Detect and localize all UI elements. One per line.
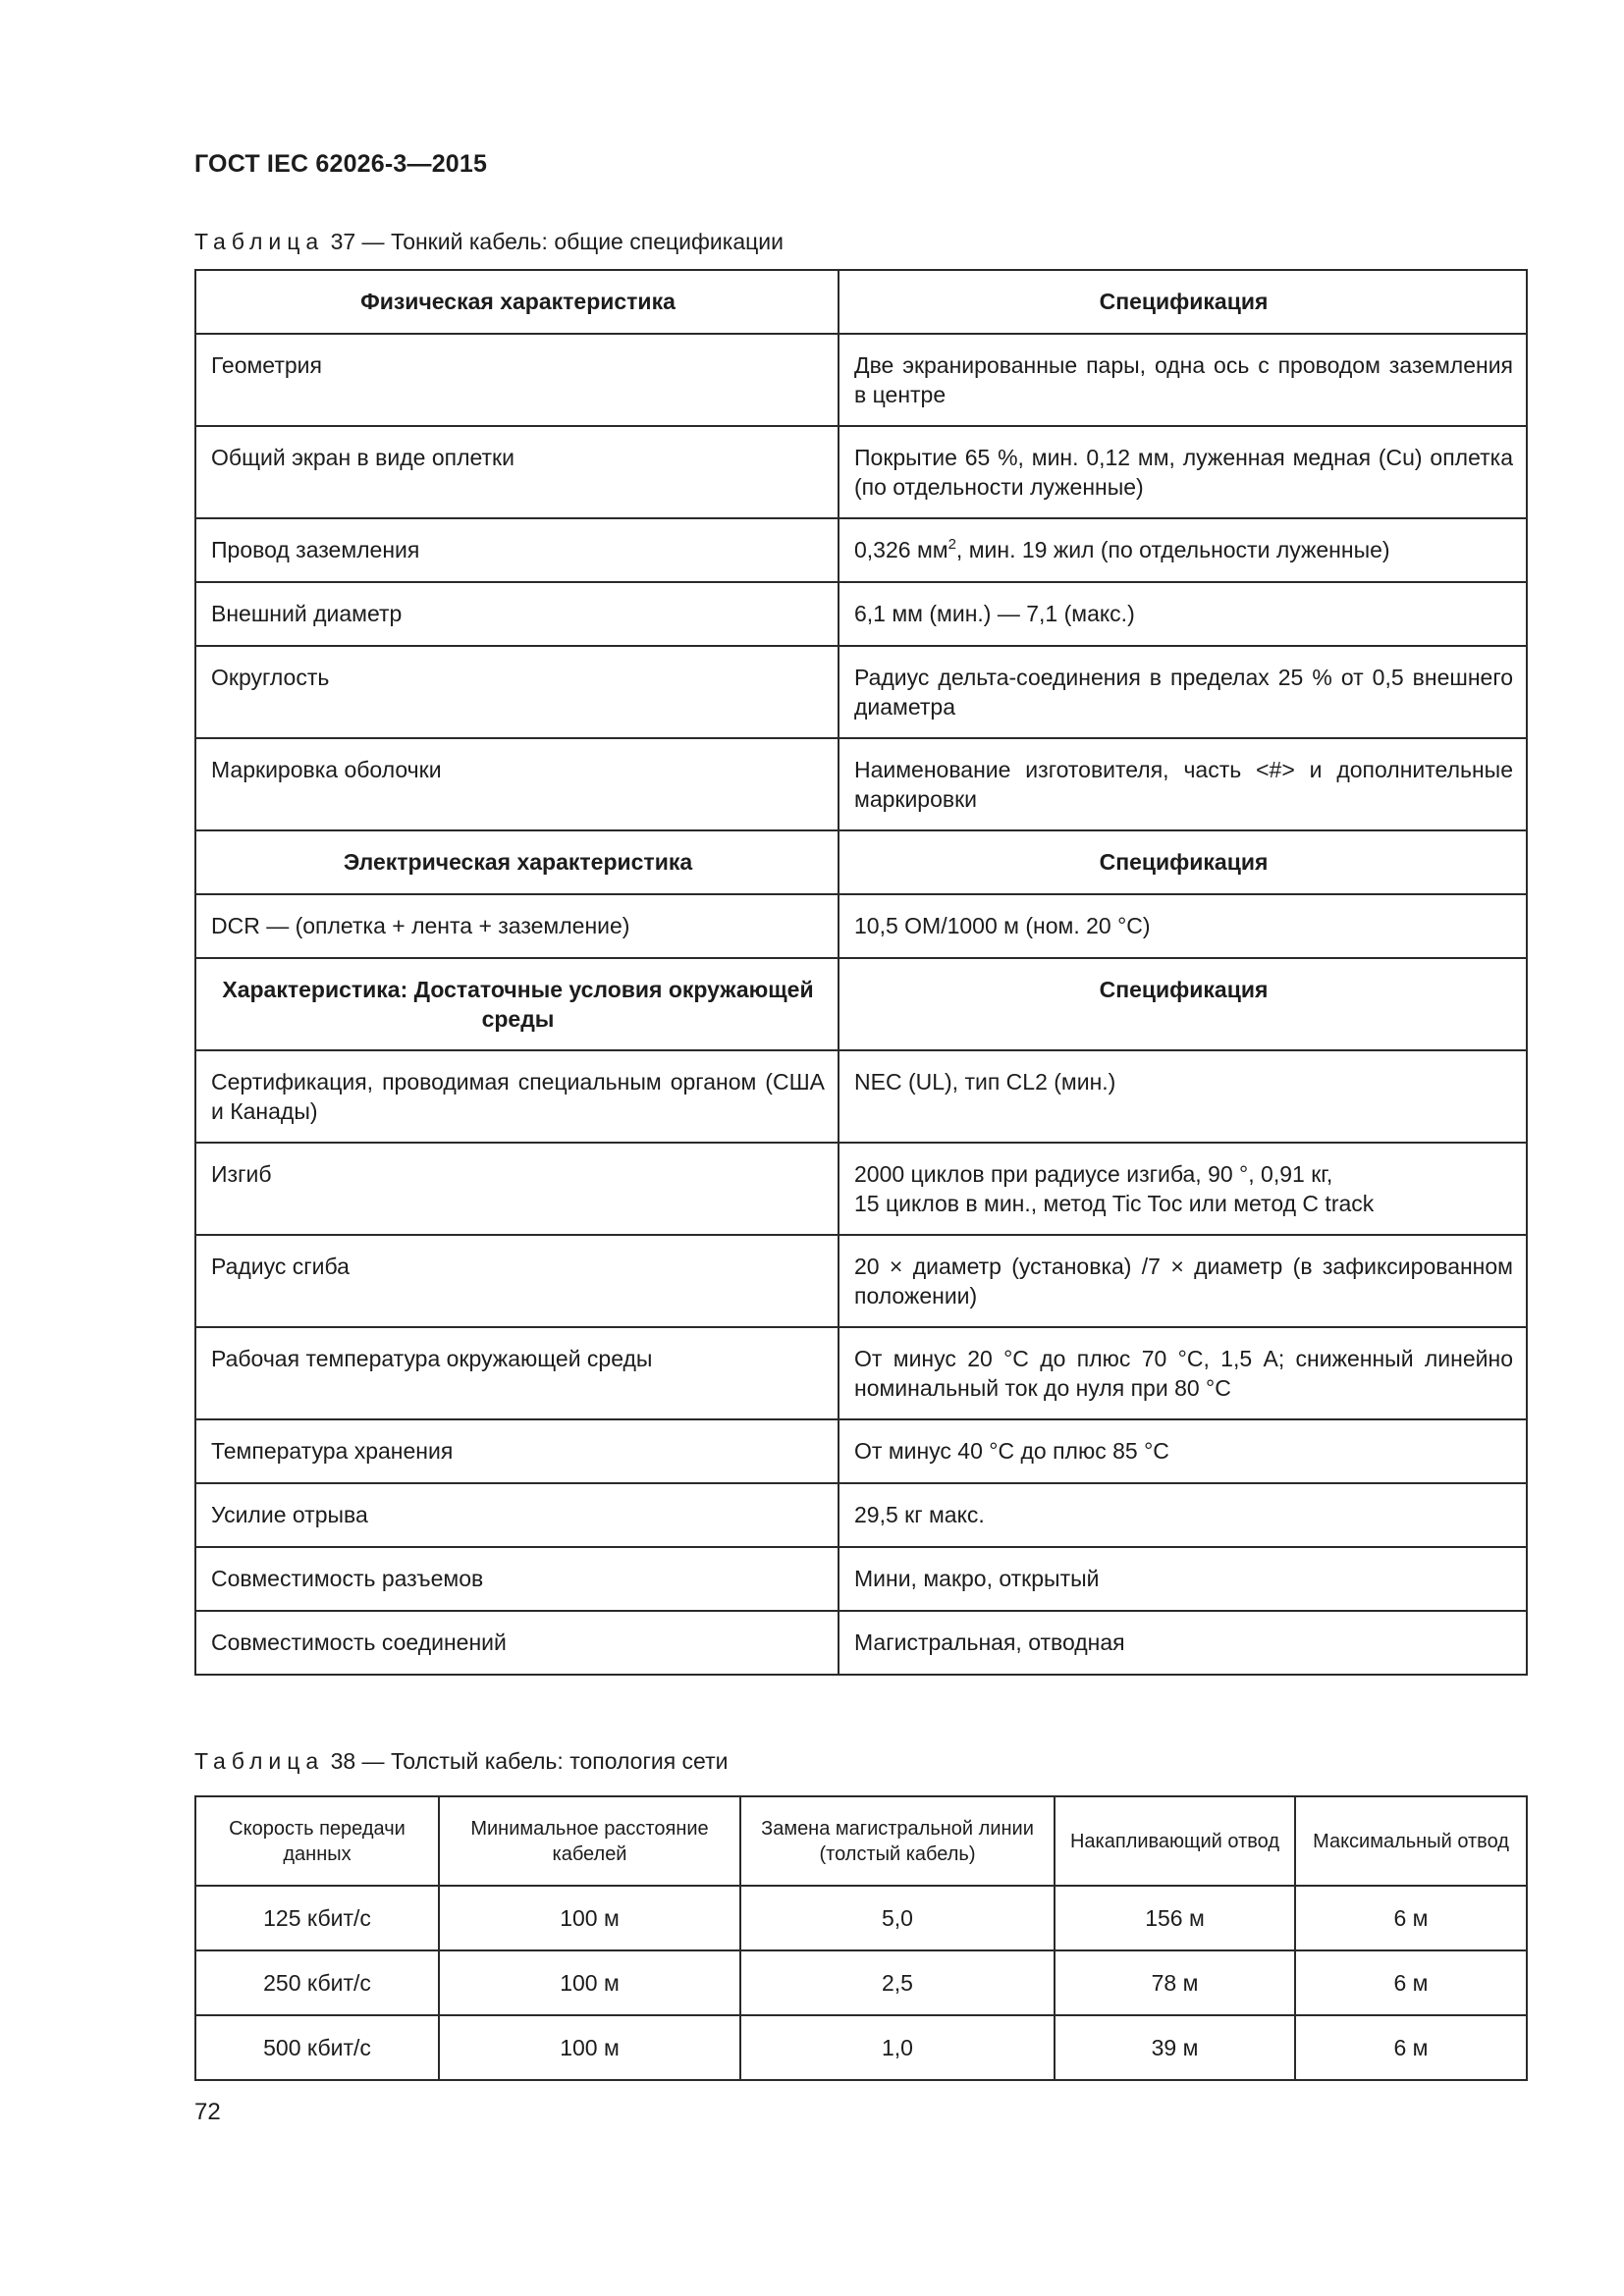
section-header: Характеристика: Достаточные условия окружающей среды — [195, 958, 839, 1050]
property-cell: Маркировка оболочки — [195, 738, 839, 830]
table-row — [195, 894, 1527, 958]
column-header: Спецификация — [839, 270, 1527, 334]
table-row — [195, 1611, 1527, 1675]
column-header: Скорость передачи данных — [195, 1796, 439, 1886]
table-row — [195, 1235, 1527, 1327]
table-row — [195, 1886, 1527, 1950]
column-header: Физическая характеристика — [195, 270, 839, 334]
table-cell: 250 кбит/с — [195, 1950, 439, 2015]
table-cell: 6 м — [1295, 1886, 1527, 1950]
table-cell: 78 м — [1055, 1950, 1295, 2015]
caption-word: Таблица — [194, 229, 325, 254]
spec-cell: Радиус дельта-соединения в пределах 25 % от 0,5 внешнего диаметра — [839, 646, 1527, 738]
property-cell: Рабочая температура окружающей среды — [195, 1327, 839, 1419]
table-cell: 156 м — [1055, 1886, 1295, 1950]
column-header: Накапливающий отвод — [1055, 1796, 1295, 1886]
column-header: Замена магистральной линии (толстый кабель) — [740, 1796, 1055, 1886]
spec-cell: 29,5 кг макс. — [839, 1483, 1527, 1547]
spec-cell: 10,5 ОМ/1000 м (ном. 20 °C) — [839, 894, 1527, 958]
table-section-header-row — [195, 830, 1527, 894]
spec-cell: Магистральная, отводная — [839, 1611, 1527, 1675]
property-cell: Округлость — [195, 646, 839, 738]
property-cell: Температура хранения — [195, 1419, 839, 1483]
section-header: Электрическая характеристика — [195, 830, 839, 894]
table-cell: 5,0 — [740, 1886, 1055, 1950]
spec-cell: Мини, макро, открытый — [839, 1547, 1527, 1611]
property-cell: Провод заземления — [195, 518, 839, 582]
property-cell: DCR — (оплетка + лента + заземление) — [195, 894, 839, 958]
spec-cell: 20 × диаметр (установка) /7 × диаметр (в зафиксированном положении) — [839, 1235, 1527, 1327]
table-row — [195, 738, 1527, 830]
spec-cell: NEC (UL), тип CL2 (мин.) — [839, 1050, 1527, 1143]
table-header-row — [195, 270, 1527, 334]
table-row — [195, 518, 1527, 582]
superscript: 2 — [947, 536, 956, 553]
document-header: ГОСТ IEC 62026-3—2015 — [194, 150, 488, 178]
table-row — [195, 582, 1527, 646]
table-row — [195, 426, 1527, 518]
table-cell: 1,0 — [740, 2015, 1055, 2080]
section-header: Спецификация — [839, 958, 1527, 1050]
table-section-header-row — [195, 958, 1527, 1050]
table-row — [195, 1419, 1527, 1483]
spec-cell: Две экранированные пары, одна ось с проводом заземления в центре — [839, 334, 1527, 426]
table-cell: 6 м — [1295, 1950, 1527, 2015]
property-cell: Общий экран в виде оплетки — [195, 426, 839, 518]
table-row — [195, 2015, 1527, 2080]
caption-text: 37 — Тонкий кабель: общие спецификации — [330, 229, 785, 254]
property-cell: Геометрия — [195, 334, 839, 426]
table-row — [195, 1050, 1527, 1143]
page-number: 72 — [194, 2099, 221, 2125]
property-cell: Сертификация, проводимая специальным органом (США и Канады) — [195, 1050, 839, 1143]
property-cell: Изгиб — [195, 1143, 839, 1235]
table-row — [195, 646, 1527, 738]
property-cell: Внешний диаметр — [195, 582, 839, 646]
table-row — [195, 1483, 1527, 1547]
spec-cell: От минус 40 °C до плюс 85 °C — [839, 1419, 1527, 1483]
table-row — [195, 334, 1527, 426]
table-38-caption — [194, 1748, 728, 1775]
property-cell: Радиус сгиба — [195, 1235, 839, 1327]
table-row — [195, 1327, 1527, 1419]
table-cell: 2,5 — [740, 1950, 1055, 2015]
table-cell: 39 м — [1055, 2015, 1295, 2080]
column-header: Максимальный отвод — [1295, 1796, 1527, 1886]
table-row — [195, 1547, 1527, 1611]
table-header-row — [195, 1796, 1527, 1886]
spec-cell: 2000 циклов при радиусе изгиба, 90 °, 0,91 кг, 15 циклов в мин., метод Tic Toc или метод C track — [839, 1143, 1527, 1235]
property-cell: Усилие отрыва — [195, 1483, 839, 1547]
spec-cell: 6,1 мм (мин.) — 7,1 (макс.) — [839, 582, 1527, 646]
table-37-thin-cable-specs — [194, 269, 1528, 1676]
section-header: Спецификация — [839, 830, 1527, 894]
caption-text: 38 — Толстый кабель: топология сети — [330, 1748, 729, 1774]
table-cell: 100 м — [439, 2015, 740, 2080]
column-header: Минимальное расстояние кабелей — [439, 1796, 740, 1886]
spec-cell — [839, 518, 1527, 582]
table-cell: 500 кбит/с — [195, 2015, 439, 2080]
table-cell: 125 кбит/с — [195, 1886, 439, 1950]
spec-text: 0,326 мм — [854, 537, 948, 562]
spec-text: , мин. 19 жил (по отдельности луженные) — [955, 537, 1390, 562]
table-cell: 100 м — [439, 1950, 740, 2015]
spec-cell: Наименование изготовителя, часть <#> и дополнительные маркировки — [839, 738, 1527, 830]
property-cell: Совместимость разъемов — [195, 1547, 839, 1611]
table-38-thick-cable-topology — [194, 1795, 1528, 2081]
table-cell: 100 м — [439, 1886, 740, 1950]
table-37-caption — [194, 229, 784, 255]
table-cell: 6 м — [1295, 2015, 1527, 2080]
spec-cell: Покрытие 65 %, мин. 0,12 мм, луженная медная (Cu) оплетка (по отдельности луженные) — [839, 426, 1527, 518]
table-row — [195, 1143, 1527, 1235]
spec-cell: От минус 20 °C до плюс 70 °C, 1,5 А; сниженный линейно номинальный ток до нуля при 80 °C — [839, 1327, 1527, 1419]
caption-word: Таблица — [194, 1748, 325, 1774]
property-cell: Совместимость соединений — [195, 1611, 839, 1675]
table-row — [195, 1950, 1527, 2015]
